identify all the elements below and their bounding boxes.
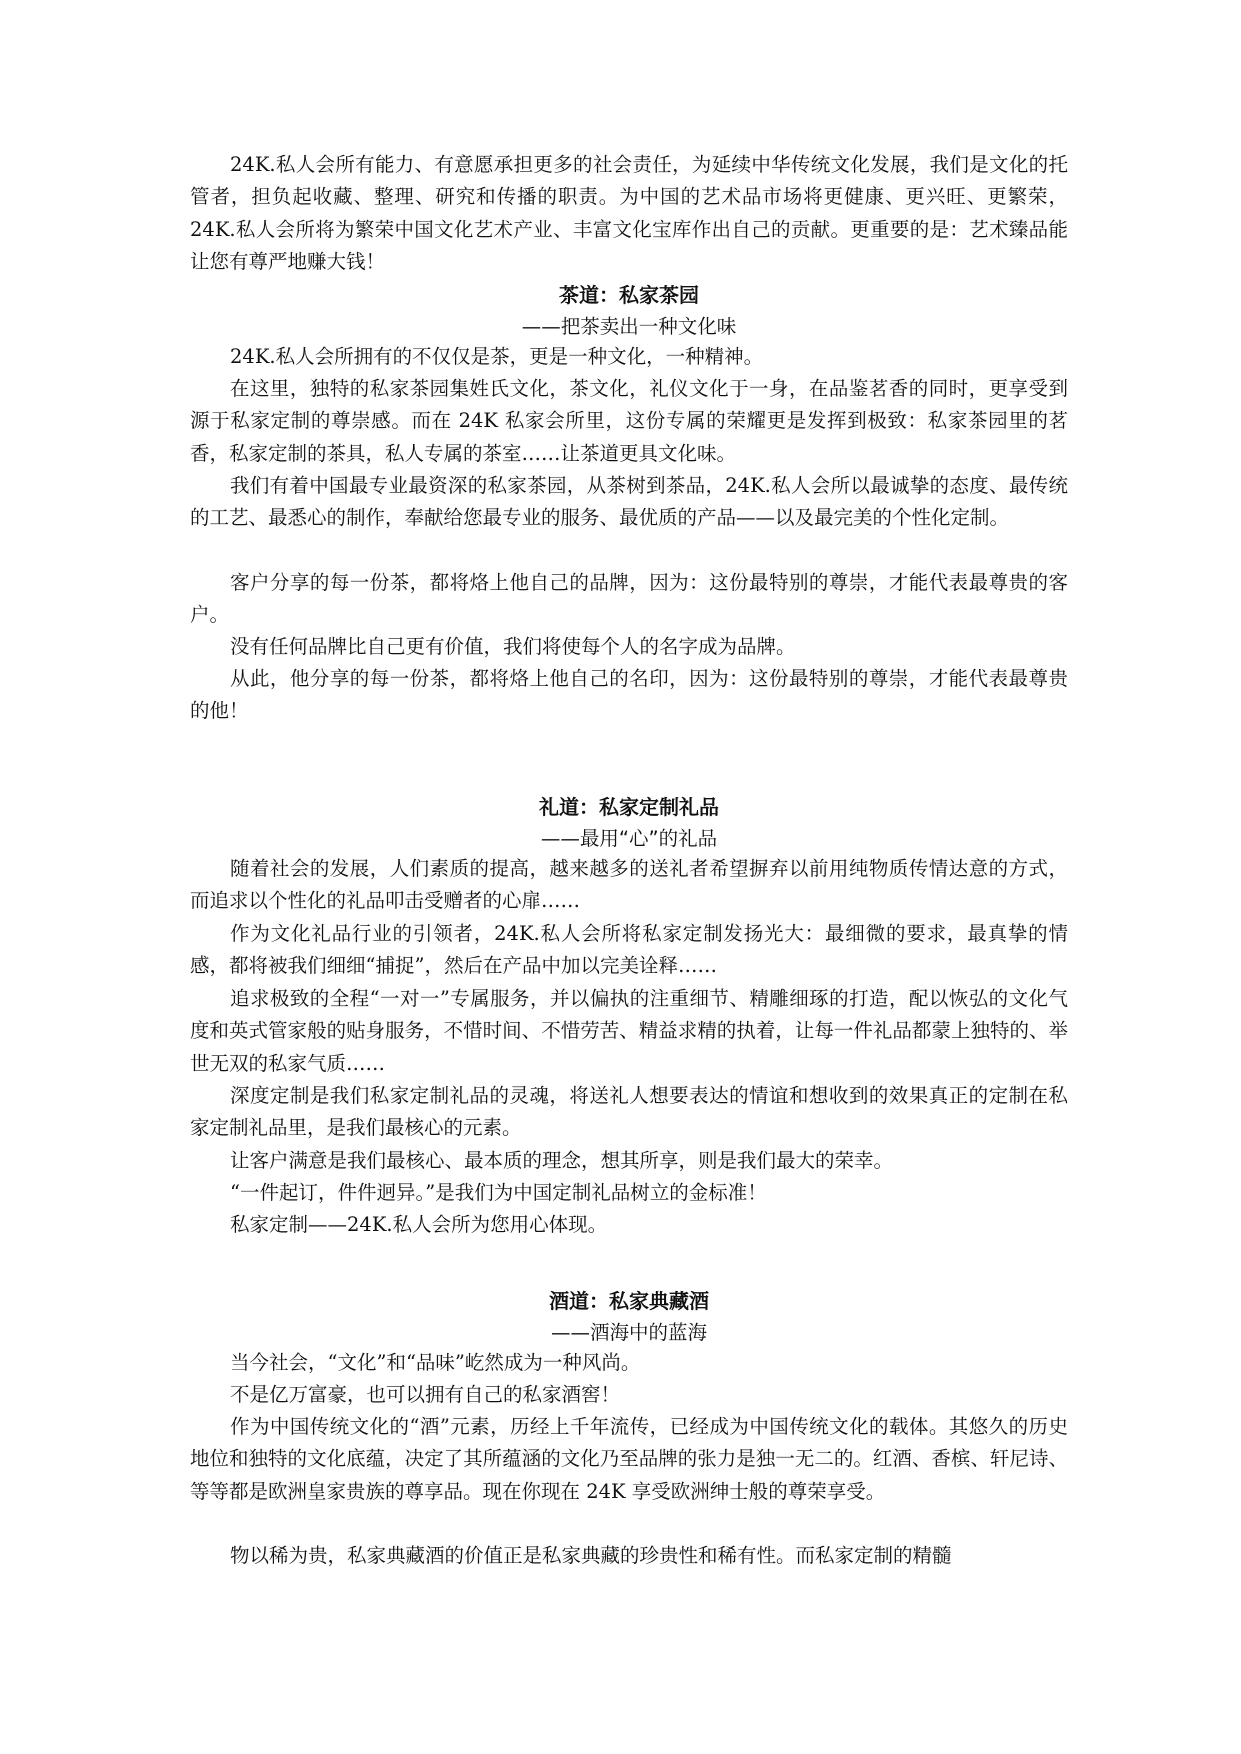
wine-paragraph-3: 作为中国传统文化的“酒”元素，历经上千年流传，已经成为中国传统文化的载体。其悠久的历史地位和独特的文化底蕴，决定了其所蕴涵的文化乃至品牌的张力是独一无二的。红酒、香槟、轩尼诗、等等都是欧洲皇家贵族的尊享品。现在你现在 24K 享受欧洲绅士般的尊荣享受。	[190, 1415, 1068, 1503]
gift-paragraph-1: 随着社会的发展，人们素质的提高，越来越多的送礼者希望摒弃以前用纯物质传情达意的方式，而追求以个性化的礼品叩击受赠者的心扉……	[190, 857, 1068, 913]
wine-paragraph-4: 物以稀为贵，私家典藏酒的价值正是私家典藏的珍贵性和稀有性。而私家定制的精髓	[230, 1544, 952, 1567]
gift-section-title: 礼道：私家定制礼品	[539, 795, 719, 819]
wine-section-subtitle: ——酒海中的蓝海	[550, 1321, 707, 1344]
gift-paragraph-7: 私家定制——24K.私人会所为您用心体现。	[230, 1213, 608, 1236]
gift-paragraph-4: 深度定制是我们私家定制礼品的灵魂，将送礼人想要表达的情谊和想收到的效果真正的定制在私家定制礼品里，是我们最核心的元素。	[190, 1084, 1068, 1140]
tea-section-title: 茶道：私家茶园	[559, 283, 699, 307]
tea-paragraph-3: 我们有着中国最专业最资深的私家茶园，从茶树到茶品，24K.私人会所以最诚挚的态度、最传统的工艺、最悉心的制作，奉献给您最专业的服务、最优质的产品——以及最完美的个性化定制。	[190, 474, 1068, 530]
tea-paragraph-2: 在这里，独特的私家茶园集姓氏文化，茶文化，礼仪文化于一身，在品鉴茗香的同时，更享受到源于私家定制的尊崇感。而在 24K 私家会所里，这份专属的荣耀更是发挥到极致：私家茶园里的茗香，私家定制的茶具，私人专属的茶室……让茶道更具文化味。	[190, 377, 1068, 465]
gift-paragraph-3: 追求极致的全程“一对一”专属服务，并以偏执的注重细节、精雕细琢的打造，配以恢弘的文化气度和英式管家般的贴身服务，不惜时间、不惜劳苦、精益求精的执着，让每一件礼品都蒙上独特的、举世无双的私家气质……	[190, 987, 1068, 1075]
gift-paragraph-5: 让客户满意是我们最核心、最本质的理念，想其所享，则是我们最大的荣幸。	[230, 1149, 894, 1172]
gift-section-subtitle: ——最用“心”的礼品	[540, 827, 718, 850]
wine-paragraph-1: 当今社会，“文化”和“品味”屹然成为一种风尚。	[230, 1351, 641, 1374]
intro-paragraph: 24K.私人会所有能力、有意愿承担更多的社会责任，为延续中华传统文化发展，我们是文化的托管者，担负起收藏、整理、研究和传播的职责。为中国的艺术品市场将更健康、更兴旺、更繁荣，24K.私人会所将为繁荣中国文化艺术产业、丰富文化宝库作出自己的贡献。更重要的是：艺术臻品能让您有尊严地赚大钱！	[190, 153, 1068, 274]
wine-section-title: 酒道：私家典藏酒	[549, 1289, 709, 1313]
tea-paragraph-6: 从此，他分享的每一份茶，都将烙上他自己的名印，因为：这份最特别的尊崇，才能代表最尊贵的他！	[190, 667, 1068, 723]
gift-paragraph-6: “一件起订，件件迥异。”是我们为中国定制礼品树立的金标准！	[230, 1181, 767, 1204]
tea-section-subtitle: ——把茶卖出一种文化味	[521, 315, 737, 338]
gift-paragraph-2: 作为文化礼品行业的引领者，24K.私人会所将私家定制发扬光大：最细微的要求，最真挚的情感，都将被我们细细“捕捉”，然后在产品中加以完美诠释……	[190, 922, 1068, 978]
tea-paragraph-4: 客户分享的每一份茶，都将烙上他自己的品牌，因为：这份最特别的尊崇，才能代表最尊贵的客户。	[190, 571, 1068, 627]
tea-paragraph-1: 24K.私人会所拥有的不仅仅是茶，更是一种文化，一种精神。	[230, 345, 764, 368]
tea-paragraph-5: 没有任何品牌比自己更有价值，我们将使每个人的名字成为品牌。	[230, 635, 796, 658]
wine-paragraph-2: 不是亿万富豪，也可以拥有自己的私家酒窖！	[230, 1383, 621, 1406]
